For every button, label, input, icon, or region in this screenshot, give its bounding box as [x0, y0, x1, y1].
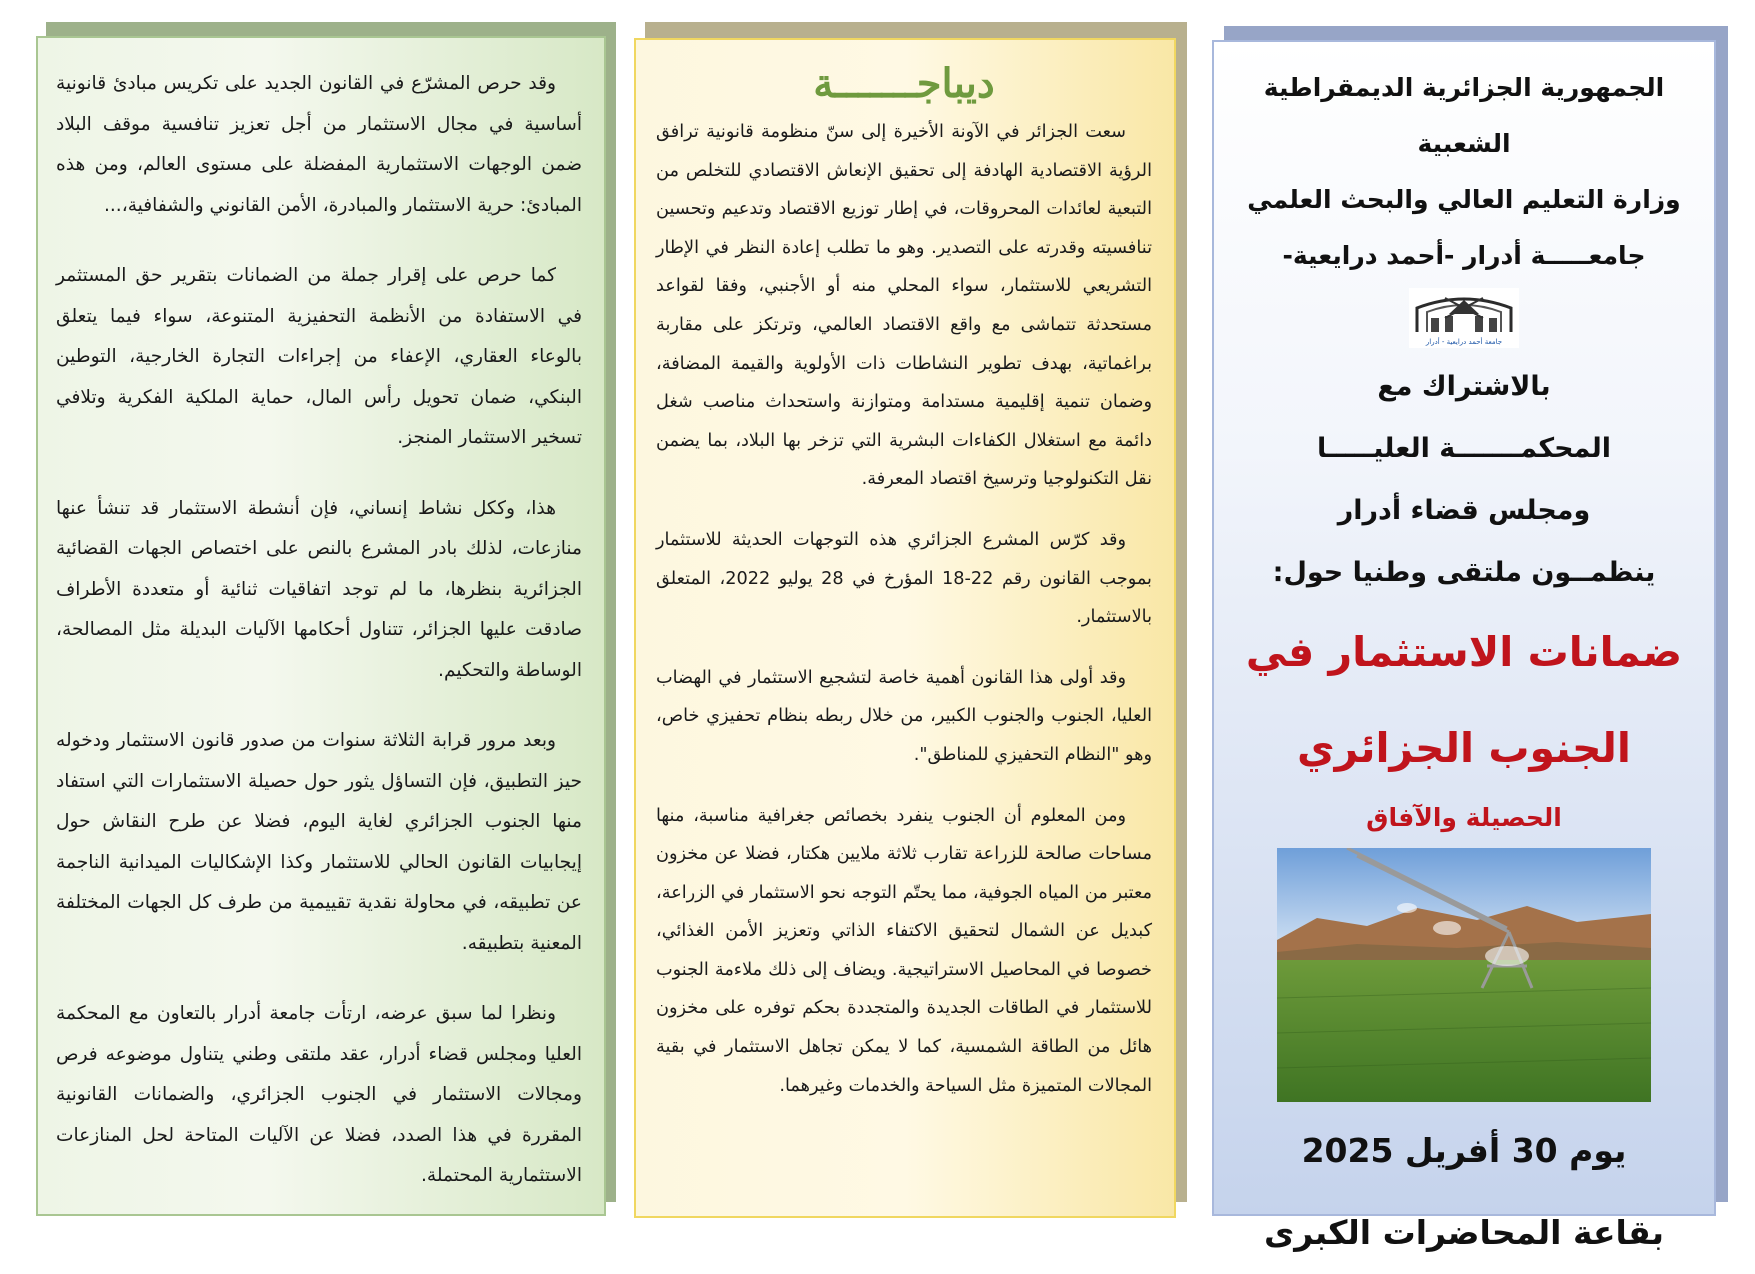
- country-name: الجمهورية الجزائرية الديمقراطية الشعبية: [1263, 73, 1665, 158]
- organize-line: ينظمــون ملتقى وطنيا حول:: [1272, 557, 1656, 588]
- middle-paragraph-1: سعت الجزائر في الآونة الأخيرة إلى سنّ منظومة قانونية ترافق الرؤية الاقتصادية الهادفة إلى تحقيق الإنعاش الاقتصادي للتخلص من التبعية لعائدات المحروقات، في إطار توزيع الاقتصاد وتدعيم وتحسين تنافسيته وقدرته على التصدير. وهو ما تطلب إعادة النظر في الإطار التشريعي للاستثمار، سواء المحلي منه أو الأجنبي، وفقا لقواعد مستحدثة تتماشى مع واقع الاقتصاد العالمي، وترتكز على مقاربة براغماتية، بهدف تطوير النشاطات ذات الأولوية والقيمة المضافة، وضمان تنمية إقليمية مستدامة ومتوازنة واستحداث مناصب شغل دائمة مع استغلال الكفاءات البشرية التي تزخر بها البلاد، بما يضمن نقل التكنولوجيا وترسيخ اقتصاد المعرفة.: [656, 122, 1152, 490]
- conference-subtitle: الحصيلة والآفاق: [1366, 803, 1562, 832]
- left-paragraph-2: كما حرص على إقرار جملة من الضمانات بتقرير حق المستثمر في الاستفادة من الأنظمة التحفيزية المتنوعة، سواء فيما يتعلق بالوعاء العقاري، الإعفاء من إجراءات التجارة الخارجية، التوطين البنكي، ضمان تحويل رأس المال، حماية الملكية الفكرية وتلافي تسخير الاستثمار المنجز.: [56, 265, 582, 448]
- middle-panel: [634, 38, 1176, 1218]
- left-paragraph-3: هذا، وككل نشاط إنساني، فإن أنشطة الاستثمار قد تنشأ عنها منازعات، لذلك بادر المشرع بالنص على اختصاص الجهات القضائية الجزائرية بنظرها، ما لم توجد اتفاقيات ثنائية أو متعددة الأطراف صادقت عليها الجزائر، تتناول أحكامها الآليات البديلة مثل المصالحة، الوساطة والتحكيم.: [56, 497, 582, 681]
- logo-caption: جامعة أحمد درايعية - أدرار: [1425, 338, 1503, 346]
- university-logo-icon: [1409, 288, 1519, 348]
- partnership-label: بالاشتراك مع: [1377, 371, 1551, 402]
- university-name: جامعـــــة أدرار -أحمد درايعية-: [1282, 241, 1646, 270]
- preamble-title: ديباجـــــــة: [813, 60, 995, 107]
- left-paragraph-1: وقد حرص المشرّع في القانون الجديد على تكريس مبادئ قانونية أساسية في مجال الاستثمار من أجل تعزيز تنافسية موقف البلاد ضمن الوجهات الاستثمارية المفضلة على مستوى العالم، ومن هذه المبادئ: حرية الاستثمار والمبادرة، الأمن القانوني والشفافية،...: [56, 73, 582, 216]
- irrigation-field-photo: [1277, 848, 1651, 1102]
- middle-paragraph-4: ومن المعلوم أن الجنوب ينفرد بخصائص جغرافية مناسبة، منها مساحات صالحة للزراعة تقارب ثلاثة ملايين هكتار، فضلا عن مخزون معتبر من المياه الجوفية، مما يحتّم التوجه نحو الاستثمار في الزراعة، كبديل عن الشمال لتحقيق الاكتفاء الذاتي وتعزيز الأمن الغذائي، خصوصا في المحاصيل الاستراتيجية. ويضاف إلى ذلك ملاءمة الجنوب للاستثمار في الطاقات الجديدة والمتجددة بحكم توفره على مخزون هائل من الطاقة الشمسية، كما لا يمكن تجاهل الاستثمار في بقية المجالات المتميزة مثل السياحة والخدمات وغيرهما.: [656, 805, 1152, 1096]
- left-panel: [36, 36, 606, 1216]
- conference-date: يوم 30 أفريل 2025: [1301, 1131, 1627, 1170]
- conference-title-line-2: الجنوب الجزائري: [1297, 724, 1631, 772]
- conference-title-line-1: ضمانات الاستثمار في: [1245, 628, 1683, 676]
- middle-paragraph-3: وقد أولى هذا القانون أهمية خاصة لتشجيع الاستثمار في الهضاب العليا، الجنوب والجنوب الكبير، من خلال ربطه بنظام تحفيزي خاص، وهو "النظام التحفيزي للمناطق".: [656, 667, 1152, 765]
- middle-paragraph-2: وقد كرّس المشرع الجزائري هذه التوجهات الحديثة للاستثمار بموجب القانون رقم 22-18 المؤرخ في 28 يوليو 2022، المتعلق بالاستثمار.: [656, 529, 1152, 628]
- left-paragraph-4: وبعد مرور قرابة الثلاثة سنوات من صدور قانون الاستثمار ودخوله حيز التطبيق، فإن التساؤل يثور حول حصيلة الاستثمارات التي استفاد منها الجنوب الجزائري لغاية اليوم، فضلا عن طرح النقاش حول إيجابيات القانون الحالي للاستثمار وكذا الإشكاليات الميدانية الناجمة عن تطبيقه، في محاولة نقدية تقييمية من طرف كل الجهات المختلفة المعنية بتطبيقه.: [56, 730, 582, 954]
- judicial-council: ومجلس قضاء أدرار: [1337, 495, 1591, 526]
- supreme-court: المحكمـــــــة العليـــــا: [1316, 433, 1612, 464]
- conference-venue: بقاعة المحاضرات الكبرى: [1263, 1213, 1665, 1252]
- right-panel: [1212, 40, 1716, 1252]
- ministry-name: وزارة التعليم العالي والبحث العلمي: [1247, 185, 1681, 214]
- left-paragraph-5: ونظرا لما سبق عرضه، ارتأت جامعة أدرار بالتعاون مع المحكمة العليا ومجلس قضاء أدرار، عقد ملتقى وطني يتناول موضوعه فرص ومجالات الاستثمار في الجنوب الجزائري، والضمانات القانونية المقررة في هذا الصدد، فضلا عن الآليات المتاحة لحل المنازعات الاستثمارية المحتملة.: [56, 1003, 582, 1186]
